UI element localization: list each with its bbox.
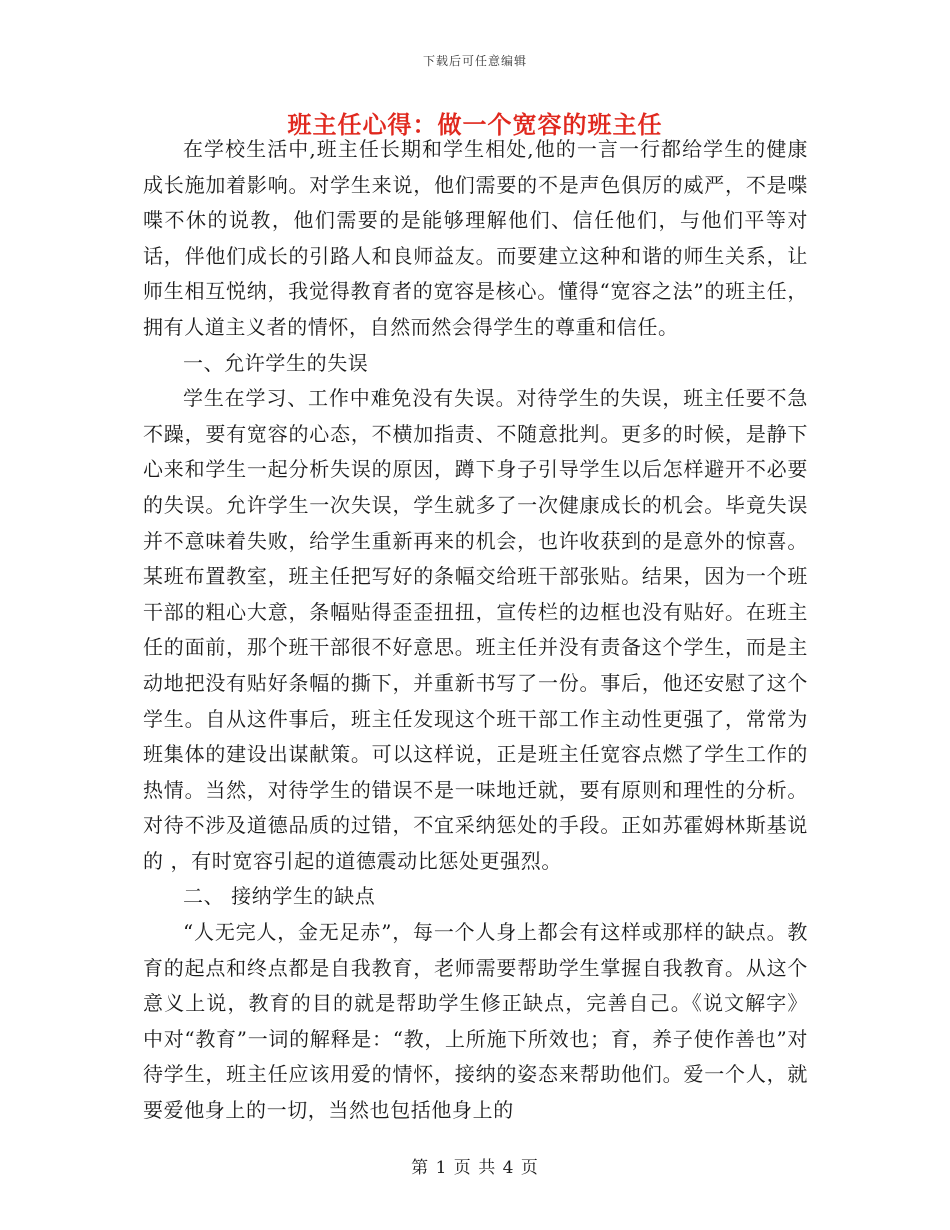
intro-paragraph: 在学校生活中,班主任长期和学生相处,他的一言一行都给学生的健康成长施加着影响。对学生来说，他们需要的不是声色俱厉的威严，不是喋喋不休的说教，他们需要的是能够理解他们、信任他们，与他们平等对话，伴他们成长的引路人和良师益友。而要建立这种和谐的师生关系，让师生相互悦纳，我觉得教育者的宽容是核心。懂得“宽容之法”的班主任，拥有人道主义者的情怀，自然而然会得学生的尊重和信任。 xyxy=(143,137,808,339)
section-body-2: “人无完人，金无足赤”，每一个人身上都会有这样或那样的缺点。教育的起点和终点都是自我教育，老师需要帮助学生掌握自我教育。从这个意义上说，教育的目的就是帮助学生修正缺点，完善自己。《说文解字》中对“教育”一词的解释是：“教，上所施下所效也；育，养子使作善也”对待学生，班主任应该用爱的情怀，接纳的姿态来帮助他们。爱一个人，就要爱他身上的一切，当然也包括他身上的 xyxy=(143,920,808,1123)
section-body-1: 学生在学习、工作中难免没有失误。对待学生的失误，班主任要不急不躁，要有宽容的心态，不横加指责、不随意批判。更多的时候，是静下心来和学生一起分析失误的原因，蹲下身子引导学生以后怎样避开不必要的失误。允许学生一次失误，学生就多了一次健康成长的机会。毕竟失误并不意味着失败，给学生重新再来的机会，也许收获到的是意外的惊喜。某班布置教室，班主任把写好的条幅交给班干部张贴。结果，因为一个班干部的粗心大意，条幅贴得歪歪扭扭，宣传栏的边框也没有贴好。在班主任的面前，那个班干部很不好意思。班主任并没有责备这个学生，而是主动地把没有贴好条幅的撕下，并重新书写了一份。事后，他还安慰了这个学生。自从这件事后，班主任发现这个班干部工作主动性更强了，常常为班集体的建设出谋献策。可以这样说，正是班主任宽容点燃了学生工作的热情。当然，对待学生的错误不是一味地迁就，要有原则和理性的分析。对待不涉及道德品质的过错，不宜采纳惩处的手段。正如苏霍姆林斯基说的 ，有时宽容引起的道德震动比惩处更强烈。 xyxy=(143,386,808,873)
header-note: 下载后可任意编辑 xyxy=(422,54,527,68)
page-title: 班主任心得：做一个宽容的班主任 xyxy=(287,110,663,139)
page-footer: 第 1 页 共 4 页 xyxy=(411,1158,539,1178)
section-heading-1: 一、允许学生的失误 xyxy=(183,350,369,375)
document-body xyxy=(143,132,808,1129)
section-heading-2: 二、 接纳学生的缺点 xyxy=(183,884,376,909)
